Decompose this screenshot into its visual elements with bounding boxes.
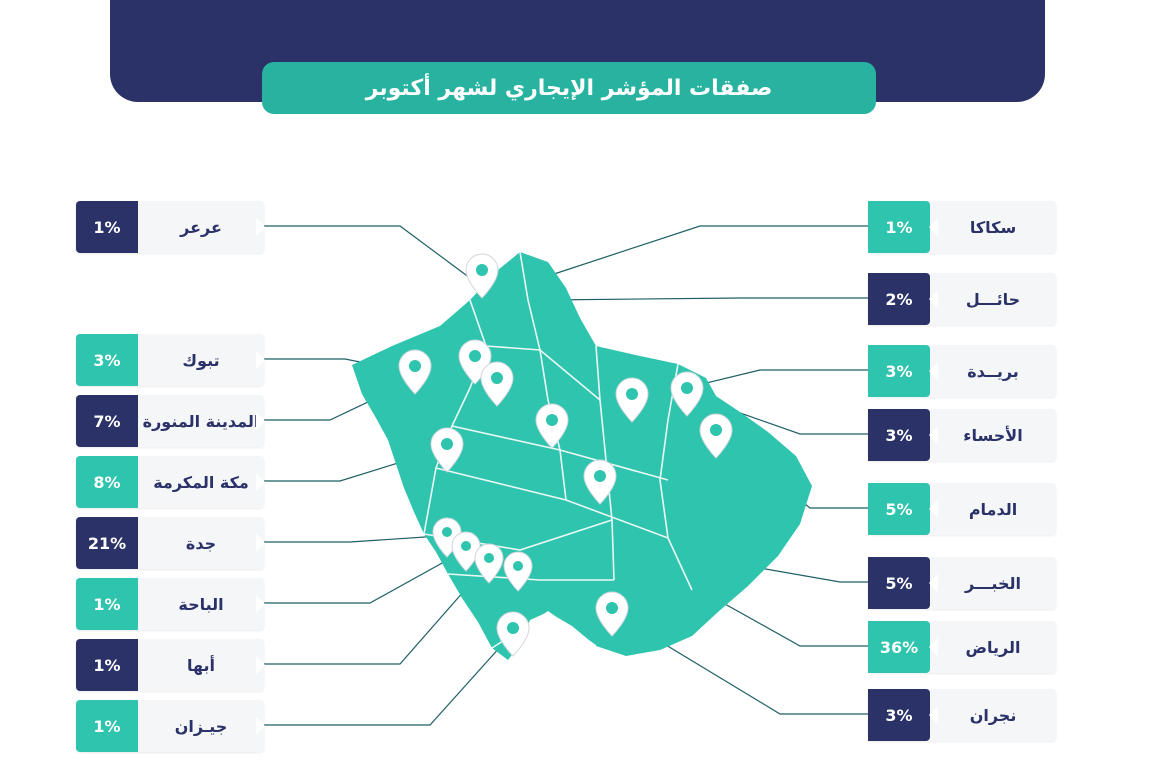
city-row-khobar[interactable] <box>868 557 1056 609</box>
city-name-riyadh: الرياض <box>930 621 1056 673</box>
row-notch <box>256 412 265 430</box>
city-row-madinah[interactable] <box>76 395 264 447</box>
city-row-tabuk[interactable] <box>76 334 264 386</box>
city-row-sakaka[interactable] <box>868 201 1056 253</box>
city-name-khobar: الخبـــر <box>930 557 1056 609</box>
city-row-abha[interactable] <box>76 639 264 691</box>
city-row-jazan[interactable] <box>76 700 264 752</box>
row-notch <box>929 362 938 380</box>
city-name-jazan: جيـزان <box>138 700 264 752</box>
city-pct-buraidah: 3% <box>868 345 930 397</box>
city-name-albaha: الباحة <box>138 578 264 630</box>
city-row-jeddah[interactable] <box>76 517 264 569</box>
city-row-alahsa[interactable] <box>868 409 1056 461</box>
city-pct-sakaka: 1% <box>868 201 930 253</box>
city-name-buraidah: بريــدة <box>930 345 1056 397</box>
city-pct-jazan: 1% <box>76 700 138 752</box>
row-notch <box>256 534 265 552</box>
city-pct-riyadh: 36% <box>868 621 930 673</box>
city-name-madinah: المدينة المنورة <box>138 395 264 447</box>
city-pct-tabuk: 3% <box>76 334 138 386</box>
row-notch <box>929 574 938 592</box>
city-row-hail[interactable] <box>868 273 1056 325</box>
city-pct-madinah: 7% <box>76 395 138 447</box>
city-pct-dammam: 5% <box>868 483 930 535</box>
city-row-buraidah[interactable] <box>868 345 1056 397</box>
city-row-dammam[interactable] <box>868 483 1056 535</box>
city-name-jeddah: جدة <box>138 517 264 569</box>
row-notch <box>256 717 265 735</box>
city-name-sakaka: سكاكا <box>930 201 1056 253</box>
row-notch <box>929 638 938 656</box>
city-name-dammam: الدمام <box>930 483 1056 535</box>
city-row-najran[interactable] <box>868 689 1056 741</box>
row-notch <box>256 473 265 491</box>
city-name-tabuk: تبوك <box>138 334 264 386</box>
city-row-arar[interactable] <box>76 201 264 253</box>
row-notch <box>929 426 938 444</box>
city-pct-albaha: 1% <box>76 578 138 630</box>
city-pct-makkah: 8% <box>76 456 138 508</box>
city-pct-hail: 2% <box>868 273 930 325</box>
page-title <box>262 62 876 114</box>
row-notch <box>929 706 938 724</box>
city-name-hail: حائـــل <box>930 273 1056 325</box>
city-row-riyadh[interactable] <box>868 621 1056 673</box>
row-notch <box>929 218 938 236</box>
row-notch <box>929 290 938 308</box>
page-title-text: صفقات المؤشر الإيجاري لشهر أكتوبر <box>365 75 773 101</box>
city-row-makkah[interactable] <box>76 456 264 508</box>
city-name-abha: أبها <box>138 639 264 691</box>
row-notch <box>929 500 938 518</box>
city-name-najran: نجران <box>930 689 1056 741</box>
city-pct-najran: 3% <box>868 689 930 741</box>
saudi-arabia-shape <box>352 252 812 660</box>
city-name-alahsa: الأحساء <box>930 409 1056 461</box>
city-name-arar: عرعر <box>138 201 264 253</box>
row-notch <box>256 595 265 613</box>
city-pct-arar: 1% <box>76 201 138 253</box>
city-row-albaha[interactable] <box>76 578 264 630</box>
row-notch <box>256 656 265 674</box>
city-pct-khobar: 5% <box>868 557 930 609</box>
city-name-makkah: مكة المكرمة <box>138 456 264 508</box>
city-pct-jeddah: 21% <box>76 517 138 569</box>
row-notch <box>256 218 265 236</box>
city-pct-abha: 1% <box>76 639 138 691</box>
city-pct-alahsa: 3% <box>868 409 930 461</box>
row-notch <box>256 351 265 369</box>
